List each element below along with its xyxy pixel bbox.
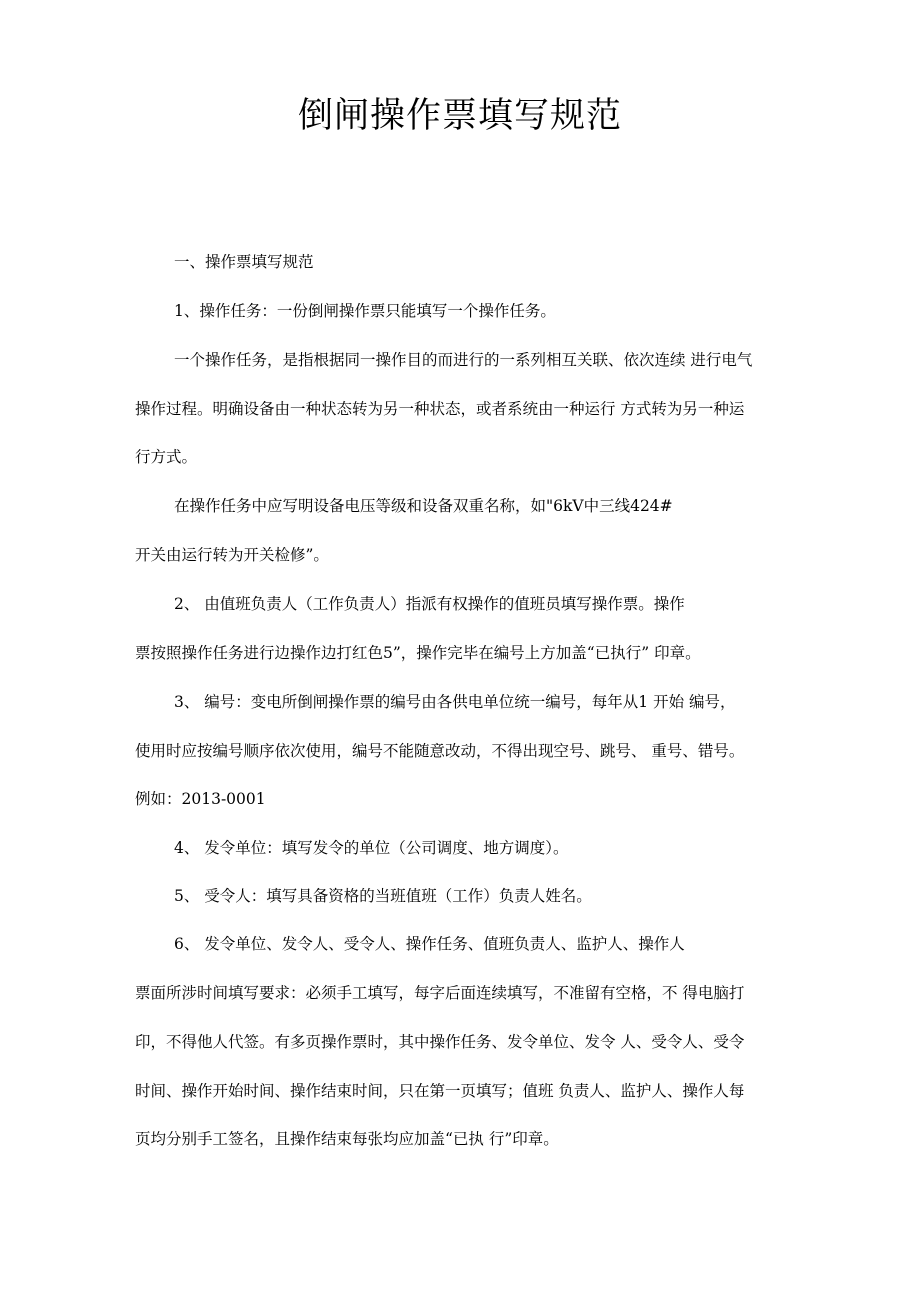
paragraph-line: 1、操作任务：一份倒闸操作票只能填写一个操作任务。 — [174, 302, 556, 320]
paragraph-line: 使用时应按编号顺序依次使用，编号不能随意改动，不得出现空号、跳号、 重号、错号。 — [135, 742, 745, 760]
paragraph-line: 一个操作任务，是指根据同一操作目的而进行的一系列相互关联、依次连续 进行电气 — [174, 351, 753, 369]
paragraph-line: 在操作任务中应写明设备电压等级和设备双重名称，如"6kV中三线424# — [174, 497, 673, 515]
paragraph-line: 操作过程。明确设备由一种状态转为另一种状态，或者系统由一种运行 方式转为另一种运 — [135, 400, 745, 418]
paragraph-line: 3、 编号：变电所倒闸操作票的编号由各供电单位统一编号，每年从1 开始 编号， — [174, 693, 736, 711]
paragraph-line: 2、 由值班负责人（工作负责人）指派有权操作的值班员填写操作票。操作 — [174, 595, 685, 613]
paragraph-line: 页均分别手工签名，且操作结束每张均应加盖“已执 行”印章。 — [135, 1130, 559, 1148]
paragraph-line: 印，不得他人代签。有多页操作票时，其中操作任务、发令单位、发令 人、受令人、受令 — [135, 1033, 745, 1051]
paragraph-line: 5、 受令人：填写具备资格的当班值班（工作）负责人姓名。 — [174, 887, 592, 905]
paragraph-line: 例如：2013-0001 — [135, 790, 266, 808]
paragraph-line: 时间、操作开始时间、操作结束时间，只在第一页填写；值班 负责人、监护人、操作人每 — [135, 1082, 745, 1100]
paragraph-line: 行方式。 — [135, 448, 198, 466]
page-title: 倒闸操作票填写规范 — [297, 96, 622, 136]
paragraph-line: 票按照操作任务进行边操作边打红色5”，操作完毕在编号上方加盖“已执行” 印章。 — [135, 644, 701, 662]
paragraph-line: 票面所涉时间填写要求：必须手工填写，每字后面连续填写，不准留有空格，不 得电脑打 — [135, 984, 745, 1002]
paragraph-line: 6、 发令单位、发令人、受令人、操作任务、值班负责人、监护人、操作人 — [174, 935, 685, 953]
paragraph-line: 开关由运行转为开关检修”。 — [135, 546, 329, 564]
paragraph-line: 4、 发令单位：填写发令的单位（公司调度、地方调度）。 — [174, 839, 569, 857]
section-heading: 一、操作票填写规范 — [174, 253, 314, 271]
